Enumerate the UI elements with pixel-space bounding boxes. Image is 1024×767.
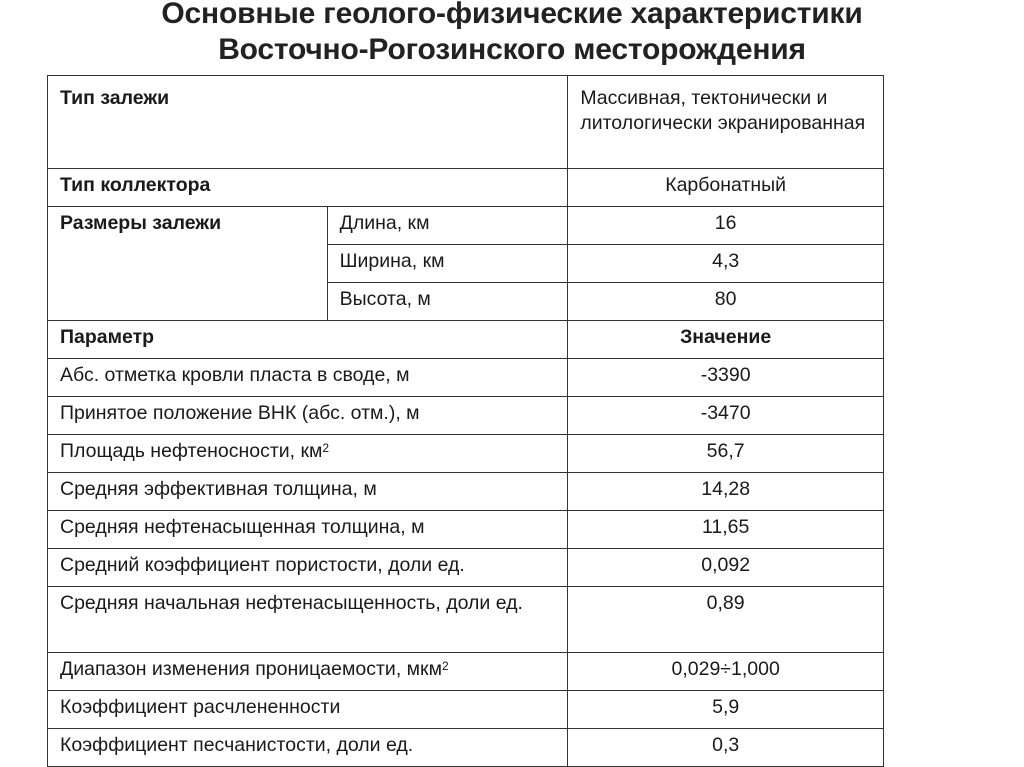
param-value: 0,3 bbox=[568, 729, 884, 767]
param-value: 0,092 bbox=[568, 549, 884, 587]
dimension-width-value: 4,3 bbox=[568, 245, 884, 283]
page-title bbox=[0, 0, 1024, 68]
table-row bbox=[48, 397, 884, 435]
table-row bbox=[48, 549, 884, 587]
param-value: 0,89 bbox=[568, 587, 884, 653]
param-label: Средняя нефтенасыщенная толщина, м bbox=[48, 511, 568, 549]
table-row bbox=[48, 587, 884, 653]
header-value: Значение bbox=[568, 321, 884, 359]
param-value: -3470 bbox=[568, 397, 884, 435]
table-row-dimension-length bbox=[48, 207, 884, 245]
dimension-length-label: Длина, км bbox=[327, 207, 568, 245]
param-label: Площадь нефтеносности, $км^2$ bbox=[48, 435, 568, 473]
table-row-deposit-type bbox=[48, 76, 884, 169]
table-row bbox=[48, 473, 884, 511]
table-row bbox=[48, 435, 884, 473]
table-row-reservoir-type bbox=[48, 169, 884, 207]
table-header-row bbox=[48, 321, 884, 359]
title-line-1: Основные геолого-физические характеристики bbox=[161, 0, 863, 30]
dimension-height-label: Высота, м bbox=[327, 283, 568, 321]
table-row bbox=[48, 653, 884, 691]
param-value: 0,029÷1,000 bbox=[568, 653, 884, 691]
table-row bbox=[48, 359, 884, 397]
param-label: Средняя эффективная толщина, м bbox=[48, 473, 568, 511]
param-label: Абс. отметка кровли пласта в своде, м bbox=[48, 359, 568, 397]
dimension-height-value: 80 bbox=[568, 283, 884, 321]
param-label: Средний коэффициент пористости, доли ед. bbox=[48, 549, 568, 587]
table-row bbox=[48, 691, 884, 729]
param-value: -3390 bbox=[568, 359, 884, 397]
param-value: 11,65 bbox=[568, 511, 884, 549]
deposit-type-label: Тип залежи bbox=[48, 76, 568, 169]
reservoir-type-label: Тип коллектора bbox=[48, 169, 568, 207]
title-line-2: Восточно-Рогозинского месторождения bbox=[218, 33, 806, 66]
param-label: Средняя начальная нефтенасыщенность, доли ед. bbox=[48, 587, 568, 653]
dimension-width-label: Ширина, км bbox=[327, 245, 568, 283]
reservoir-type-value: Карбонатный bbox=[568, 169, 884, 207]
dimension-length-value: 16 bbox=[568, 207, 884, 245]
param-label: Диапазон изменения проницаемости, мкм$^2$ bbox=[48, 653, 568, 691]
characteristics-table bbox=[47, 75, 884, 767]
param-label: Коэффициент песчанистости, доли ед. bbox=[48, 729, 568, 767]
dimensions-label: Размеры залежи bbox=[48, 207, 328, 321]
table-row bbox=[48, 729, 884, 767]
table-row bbox=[48, 511, 884, 549]
param-value: 56,7 bbox=[568, 435, 884, 473]
header-param: Параметр bbox=[48, 321, 568, 359]
param-value: 5,9 bbox=[568, 691, 884, 729]
deposit-type-value: Массивная, тектонически и литологически экранированная bbox=[568, 76, 884, 169]
param-label: Принятое положение ВНК (абс. отм.), м bbox=[48, 397, 568, 435]
param-value: 14,28 bbox=[568, 473, 884, 511]
param-label: Коэффициент расчлененности bbox=[48, 691, 568, 729]
